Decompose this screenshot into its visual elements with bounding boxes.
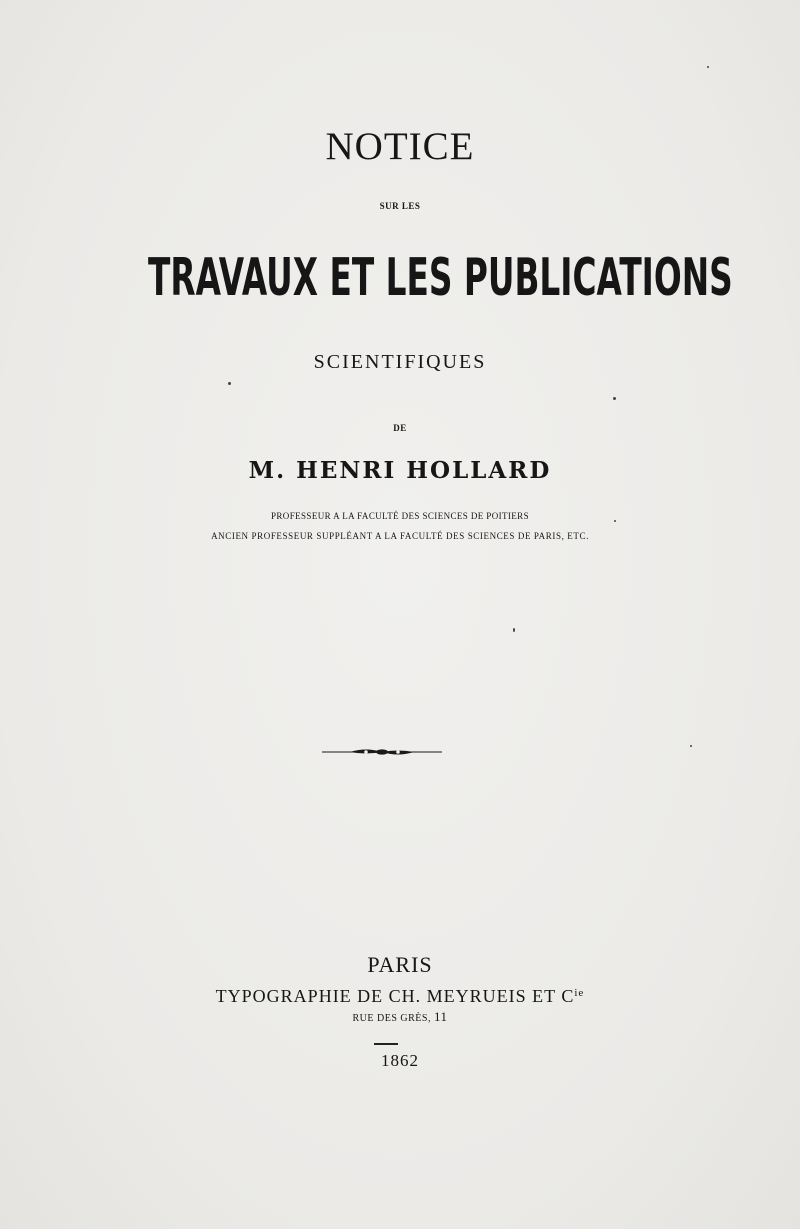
imprint-year: 1862 (381, 1051, 419, 1070)
paper-speck (513, 628, 515, 632)
subtitle: SCIENTIFIQUES (313, 351, 487, 373)
imprint-printer (0, 987, 800, 1005)
paper-speck (690, 745, 692, 747)
imprint-address (0, 1010, 800, 1024)
paper-speck (613, 397, 616, 400)
year-rule-divider (374, 1043, 398, 1045)
paper-speck (707, 66, 709, 68)
title-connector-de: DE (393, 423, 407, 433)
author-credential: PROFESSEUR A LA FACULTÉ DES SCIENCES DE POITIERS (271, 511, 529, 521)
author-name: M. HENRI HOLLARD (248, 457, 552, 484)
printer-abbrev-superscript: ie (574, 987, 585, 999)
address-street: RUE DES GRÈS, (352, 1013, 431, 1024)
paper-speck (228, 382, 231, 385)
ornamental-rule-divider (322, 746, 442, 758)
author-credential: ANCIEN PROFESSEUR SUPPLÉANT A LA FACULTÉ DES SCIENCES DE PARIS, ETC. (211, 531, 589, 541)
printer-name: TYPOGRAPHIE DE CH. MEYRUEIS ET C (215, 986, 575, 1006)
main-title: TRAVAUX ET LES PUBLICATIONS (148, 248, 733, 308)
document-title: NOTICE (325, 125, 475, 168)
address-number: 11 (433, 1009, 448, 1024)
title-connector-sur-les: SUR LES (379, 201, 421, 211)
imprint-city: PARIS (367, 952, 433, 977)
paper-speck (614, 520, 616, 522)
